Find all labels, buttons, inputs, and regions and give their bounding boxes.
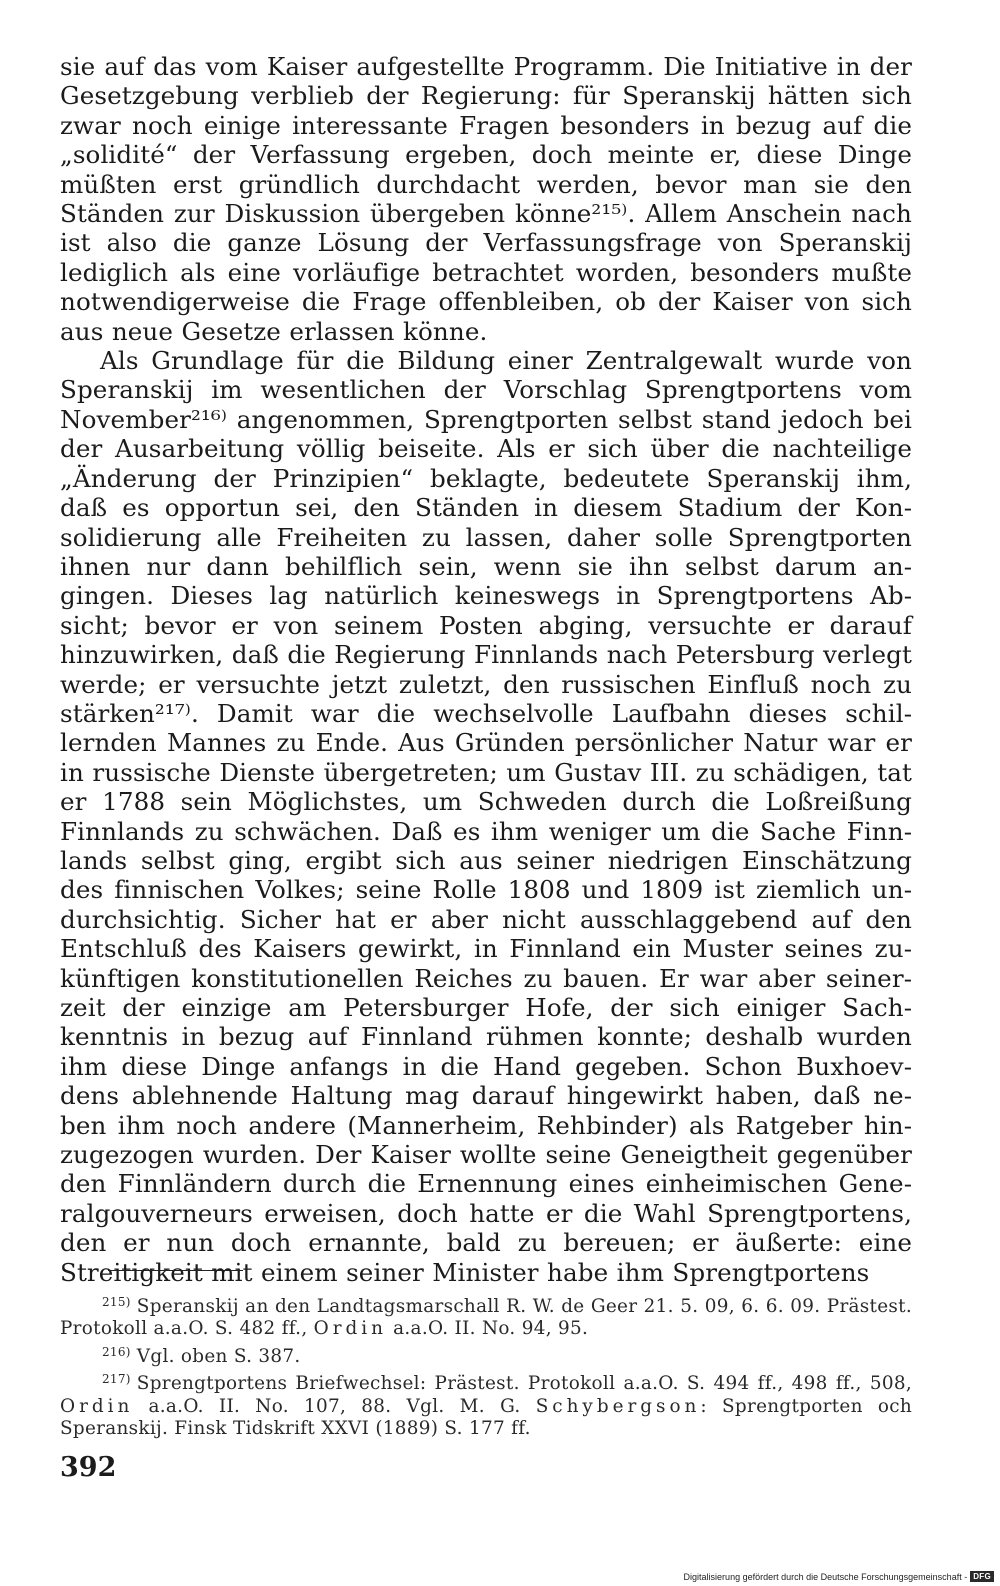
paragraph-2: Als Grundlage für die Bildung einer Zentralgewalt wurde von Speranskij im wesentlichen der Vorschlag Sprengtportens vom November²¹⁶⁾ angenommen, Sprengtporten selbst stand jedoch bei der Ausarbeitung völlig beiseite. Als er sich über die nachteilige „Änderung der Prinzipien“ beklagte, bedeutete Speranskij ihm, daß es opportun sei, den Ständen in diesem Stadium der Konsolidierung alle Freiheiten zu lassen, daher solle Sprengtporten ihnen nur dann behilflich sein, wenn sie ihn selbst darum angingen. Dieses lag natürlich keineswegs in Sprengtportens Absicht; bevor er von seinem Posten abging, versuchte er darauf hinzuwirken, daß die Regierung Finnlands nach Petersburg verlegt werde; er versuchte jetzt zuletzt, den russischen Einfluß noch zu stärken²¹⁷⁾. Damit war die wechselvolle Laufbahn dieses schillernden Mannes zu Ende. Aus Gründen persönlicher Natur war er in russische Dienste übergetreten; um Gustav III. zu schädigen, tat er 1788 sein Möglichstes, um Schweden durch die Loßreißung Finnlands zu schwächen. Daß es ihm weniger um die Sache Finnlands selbst ging, ergibt sich aus seiner niedrigen Einschätzung des finnischen Volkes; seine Rolle 1808 und 1809 ist ziemlich undurchsichtig. Sicher hat er aber nicht ausschlaggebend auf den Entschluß des Kaisers gewirkt, in Finnland ein Muster seines zukünftigen konstitutionellen Reiches zu bauen. Er war aber seinerzeit der einzige am Petersburger Hofe, der sich einiger Sachkenntnis in bezug auf Finnland rühmen konnte; deshalb wurden ihm diese Dinge anfangs in die Hand gegeben. Schon Buxhoevdens ablehnende Haltung mag darauf hingewirkt haben, daß neben ihm noch andere (Mannerheim, Rehbinder) als Ratgeber hinzugezogen wurden. Der Kaiser wollte seine Geneigtheit gegenüber den Finnländern durch die Ernennung eines einheimischen Generalgouverneurs erweisen, doch hatte er die Wahl Sprengtportens, den er nun doch ernannte, bald zu bereuen; er äußerte: eine Streitigkeit mit einem seiner Minister habe ihm Sprengtportens — [60, 346, 912, 1287]
footnote-tail: : Sprengtporten och Speranskij. Finsk Tidskrift XXVI (1889) S. 177 ff. — [60, 1395, 912, 1440]
footnote-separator — [108, 1270, 243, 1271]
footnote-215 — [60, 1291, 912, 1341]
footnote-author: Ordin — [60, 1395, 134, 1417]
footnotes — [60, 1291, 912, 1440]
main-text — [60, 52, 912, 1287]
footnote-mark: 217) — [102, 1372, 131, 1387]
footnote-text: Vgl. oben S. 387. — [136, 1345, 301, 1367]
footnote-text: Speranskij an den Landtagsmarschall R. W. de Geer 21. 5. 09, 6. 6. 09. Prästest. Protokoll a.a.O. S. 482 ff., — [60, 1296, 912, 1340]
footnote-text: Sprengtportens Briefwechsel: Prästest. Protokoll a.a.O. S. 494 ff., 498 ff., 508, — [136, 1373, 912, 1395]
dfg-logo: DFG — [970, 1571, 994, 1582]
credit-text: Digitalisierung gefördert durch die Deutsche Forschungsgemeinschaft - — [683, 1571, 968, 1582]
footnote-author: Ordin — [313, 1318, 387, 1340]
paragraph-1: sie auf das vom Kaiser aufgestellte Programm. Die Initiative in der Gesetzgebung verblieb der Regierung: für Speranskij hätten sich zwar noch einige interessante Fragen besonders in bezug auf die „solidité“ der Verfassung ergeben, doch meinte er, diese Dinge müßten erst gründlich durchdacht werden, bevor man sie den Ständen zur Diskussion übergeben könne²¹⁵⁾. Allem Anschein nach ist also die ganze Lösung der Verfassungsfrage von Speranskij lediglich als eine vorläufige betrachtet worden, besonders mußte notwendigerweise die Frage offenbleiben, ob der Kaiser von sich aus neue Gesetze erlassen könne. — [60, 52, 912, 346]
footnote-tail: a.a.O. II. No. 107, 88. Vgl. M. G. — [133, 1395, 536, 1417]
digitization-credit — [684, 1571, 994, 1582]
footnote-216 — [60, 1341, 912, 1368]
footnote-mark: 215) — [102, 1295, 131, 1309]
page-number: 392 — [60, 1452, 117, 1483]
footnote-217 — [60, 1368, 912, 1440]
footnote-tail: a.a.O. II. No. 94, 95. — [387, 1318, 589, 1340]
footnote-author: Schybergson — [535, 1395, 701, 1417]
footnote-mark: 216) — [102, 1344, 131, 1359]
